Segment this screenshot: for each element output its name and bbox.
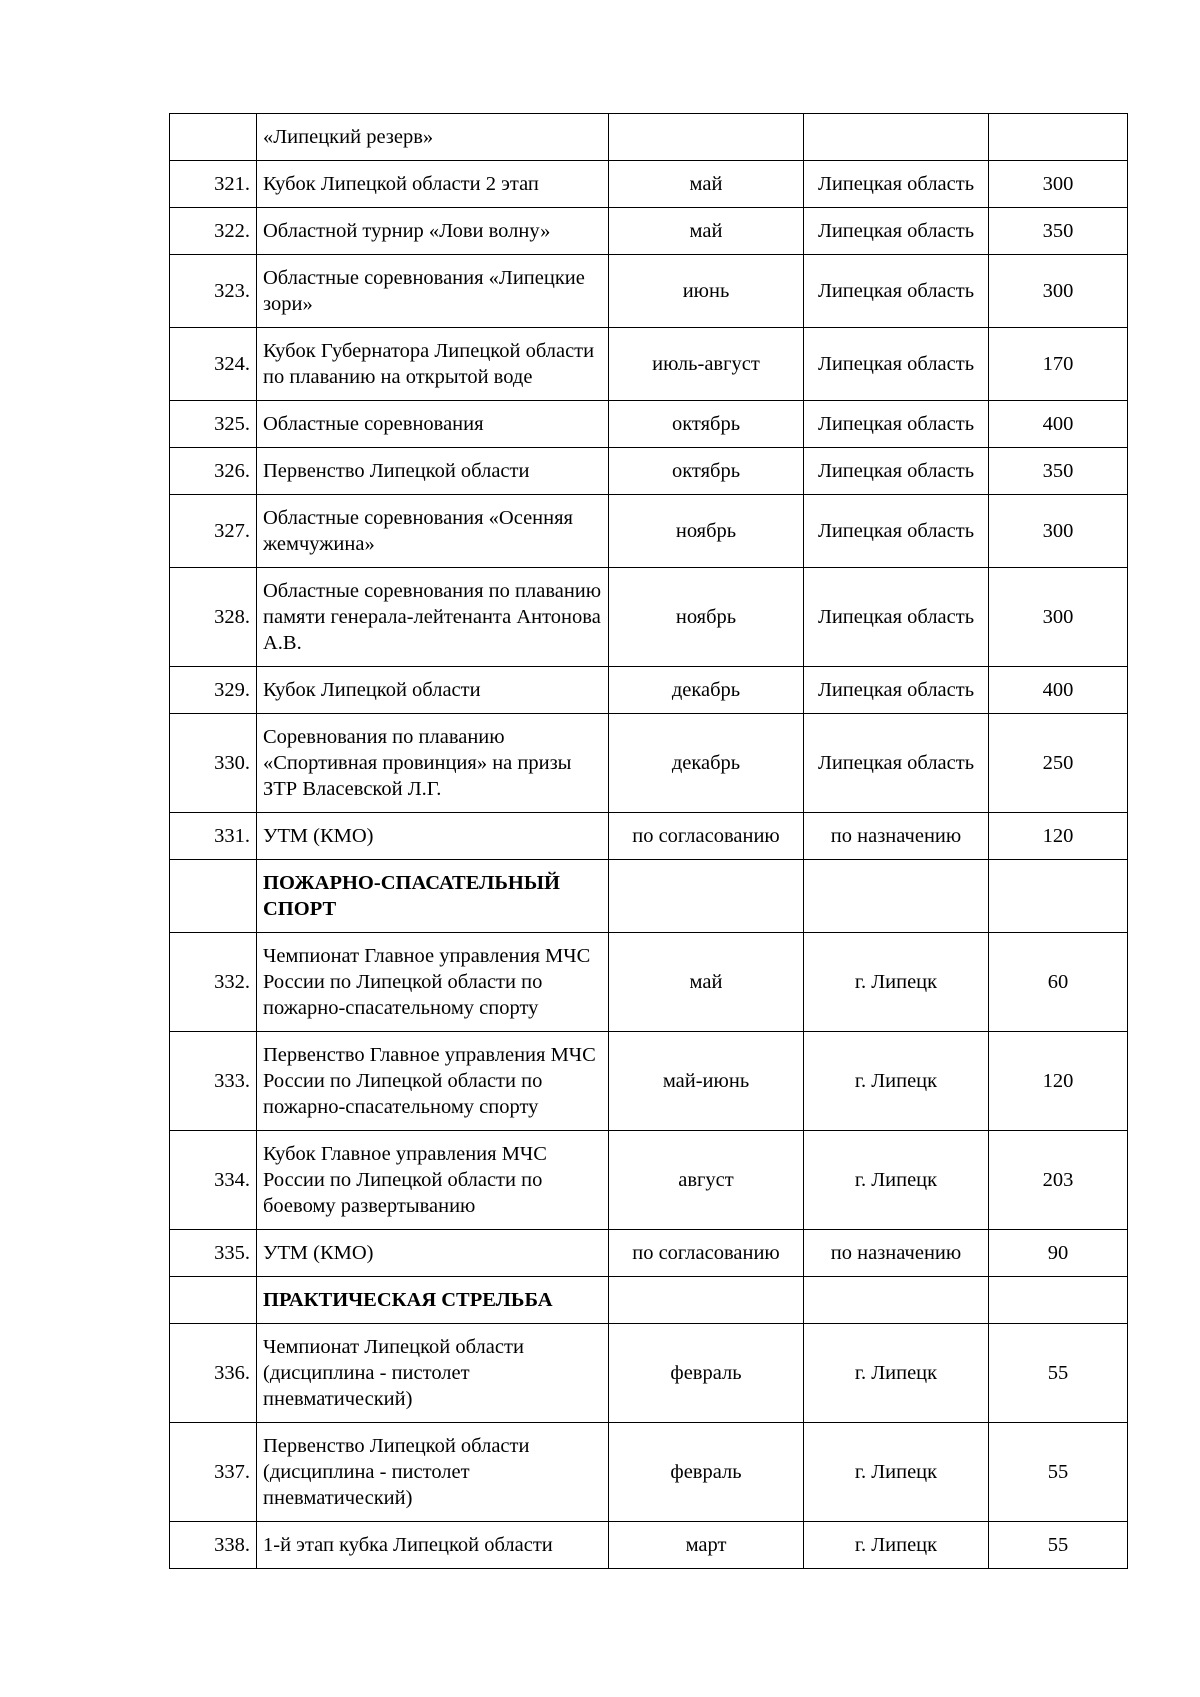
event-date: ноябрь xyxy=(609,568,804,667)
event-date: декабрь xyxy=(609,714,804,813)
event-name: Кубок Губернатора Липецкой области по плаванию на открытой воде xyxy=(257,328,609,401)
row-number: 328. xyxy=(170,568,257,667)
row-number: 326. xyxy=(170,448,257,495)
event-place: г. Липецк xyxy=(804,933,989,1032)
event-place: г. Липецк xyxy=(804,1324,989,1423)
table-row xyxy=(170,667,1128,714)
table-row xyxy=(170,1423,1128,1522)
participant-count: 90 xyxy=(989,1230,1128,1277)
event-name: Областные соревнования «Липецкие зори» xyxy=(257,255,609,328)
event-name: Соревнования по плаванию «Спортивная провинция» на призы ЗТР Власевской Л.Г. xyxy=(257,714,609,813)
participant-count: 120 xyxy=(989,1032,1128,1131)
row-number xyxy=(170,1277,257,1324)
section-title: ПОЖАРНО-СПАСАТЕЛЬНЫЙ СПОРТ xyxy=(257,860,609,933)
event-place xyxy=(804,1277,989,1324)
event-name: Областные соревнования xyxy=(257,401,609,448)
row-number: 337. xyxy=(170,1423,257,1522)
event-date: декабрь xyxy=(609,667,804,714)
row-number: 321. xyxy=(170,161,257,208)
section-title: ПРАКТИЧЕСКАЯ СТРЕЛЬБА xyxy=(257,1277,609,1324)
event-place: Липецкая область xyxy=(804,448,989,495)
event-date: февраль xyxy=(609,1324,804,1423)
event-date: май-июнь xyxy=(609,1032,804,1131)
event-place: Липецкая область xyxy=(804,255,989,328)
event-name: Областной турнир «Лови волну» xyxy=(257,208,609,255)
table-row xyxy=(170,1324,1128,1423)
event-date: март xyxy=(609,1522,804,1569)
table-row xyxy=(170,568,1128,667)
event-name: Областные соревнования по плаванию памяти генерала-лейтенанта Антонова А.В. xyxy=(257,568,609,667)
event-date: июль-август xyxy=(609,328,804,401)
row-number: 324. xyxy=(170,328,257,401)
table-row xyxy=(170,813,1128,860)
event-place: по назначению xyxy=(804,1230,989,1277)
row-number: 333. xyxy=(170,1032,257,1131)
table-row xyxy=(170,714,1128,813)
event-place: г. Липецк xyxy=(804,1522,989,1569)
events-table xyxy=(169,113,1128,1569)
event-place: Липецкая область xyxy=(804,495,989,568)
event-name: Чемпионат Главное управления МЧС России по Липецкой области по пожарно-спасательному спорту xyxy=(257,933,609,1032)
table-row xyxy=(170,1131,1128,1230)
row-number: 335. xyxy=(170,1230,257,1277)
row-number: 332. xyxy=(170,933,257,1032)
event-date: май xyxy=(609,208,804,255)
events-table-body xyxy=(170,114,1128,1569)
event-name: Первенство Главное управления МЧС России по Липецкой области по пожарно-спасательному спорту xyxy=(257,1032,609,1131)
event-date: май xyxy=(609,933,804,1032)
event-name: Кубок Липецкой области xyxy=(257,667,609,714)
table-row xyxy=(170,1032,1128,1131)
event-place: Липецкая область xyxy=(804,401,989,448)
event-date: по согласованию xyxy=(609,813,804,860)
row-number: 338. xyxy=(170,1522,257,1569)
event-name: Кубок Главное управления МЧС России по Липецкой области по боевому развертыванию xyxy=(257,1131,609,1230)
event-name: Кубок Липецкой области 2 этап xyxy=(257,161,609,208)
event-date: май xyxy=(609,161,804,208)
participant-count xyxy=(989,114,1128,161)
event-place: Липецкая область xyxy=(804,667,989,714)
participant-count: 55 xyxy=(989,1324,1128,1423)
participant-count: 55 xyxy=(989,1423,1128,1522)
section-row xyxy=(170,860,1128,933)
row-number: 323. xyxy=(170,255,257,328)
participant-count: 55 xyxy=(989,1522,1128,1569)
event-name: Первенство Липецкой области (дисциплина - пистолет пневматический) xyxy=(257,1423,609,1522)
event-date: июнь xyxy=(609,255,804,328)
section-row xyxy=(170,1277,1128,1324)
event-place: по назначению xyxy=(804,813,989,860)
table-row xyxy=(170,161,1128,208)
participant-count: 60 xyxy=(989,933,1128,1032)
table-row xyxy=(170,1230,1128,1277)
event-place: Липецкая область xyxy=(804,208,989,255)
participant-count: 300 xyxy=(989,161,1128,208)
event-date: по согласованию xyxy=(609,1230,804,1277)
event-place: Липецкая область xyxy=(804,161,989,208)
row-number: 330. xyxy=(170,714,257,813)
participant-count: 400 xyxy=(989,667,1128,714)
event-name: 1-й этап кубка Липецкой области xyxy=(257,1522,609,1569)
event-place: г. Липецк xyxy=(804,1032,989,1131)
event-name: «Липецкий резерв» xyxy=(257,114,609,161)
row-number xyxy=(170,860,257,933)
event-date: октябрь xyxy=(609,448,804,495)
event-place: г. Липецк xyxy=(804,1423,989,1522)
row-number: 336. xyxy=(170,1324,257,1423)
participant-count: 300 xyxy=(989,568,1128,667)
table-row xyxy=(170,328,1128,401)
table-row xyxy=(170,448,1128,495)
event-date xyxy=(609,1277,804,1324)
event-place xyxy=(804,114,989,161)
row-number: 325. xyxy=(170,401,257,448)
participant-count xyxy=(989,1277,1128,1324)
event-date: ноябрь xyxy=(609,495,804,568)
table-row xyxy=(170,114,1128,161)
table-row xyxy=(170,208,1128,255)
row-number xyxy=(170,114,257,161)
event-date: февраль xyxy=(609,1423,804,1522)
row-number: 331. xyxy=(170,813,257,860)
event-place: Липецкая область xyxy=(804,714,989,813)
participant-count: 300 xyxy=(989,255,1128,328)
table-row xyxy=(170,933,1128,1032)
participant-count: 300 xyxy=(989,495,1128,568)
event-name: Первенство Липецкой области xyxy=(257,448,609,495)
participant-count: 400 xyxy=(989,401,1128,448)
event-date: август xyxy=(609,1131,804,1230)
row-number: 329. xyxy=(170,667,257,714)
participant-count xyxy=(989,860,1128,933)
event-name: Областные соревнования «Осенняя жемчужина» xyxy=(257,495,609,568)
participant-count: 350 xyxy=(989,448,1128,495)
table-row xyxy=(170,495,1128,568)
event-place: г. Липецк xyxy=(804,1131,989,1230)
row-number: 334. xyxy=(170,1131,257,1230)
table-row xyxy=(170,401,1128,448)
event-date xyxy=(609,860,804,933)
event-name: УТМ (КМО) xyxy=(257,813,609,860)
participant-count: 250 xyxy=(989,714,1128,813)
participant-count: 203 xyxy=(989,1131,1128,1230)
participant-count: 120 xyxy=(989,813,1128,860)
row-number: 322. xyxy=(170,208,257,255)
event-name: УТМ (КМО) xyxy=(257,1230,609,1277)
participant-count: 170 xyxy=(989,328,1128,401)
event-place: Липецкая область xyxy=(804,328,989,401)
participant-count: 350 xyxy=(989,208,1128,255)
row-number: 327. xyxy=(170,495,257,568)
event-place: Липецкая область xyxy=(804,568,989,667)
event-date xyxy=(609,114,804,161)
table-row xyxy=(170,1522,1128,1569)
event-place xyxy=(804,860,989,933)
table-row xyxy=(170,255,1128,328)
event-name: Чемпионат Липецкой области (дисциплина - пистолет пневматический) xyxy=(257,1324,609,1423)
event-date: октябрь xyxy=(609,401,804,448)
